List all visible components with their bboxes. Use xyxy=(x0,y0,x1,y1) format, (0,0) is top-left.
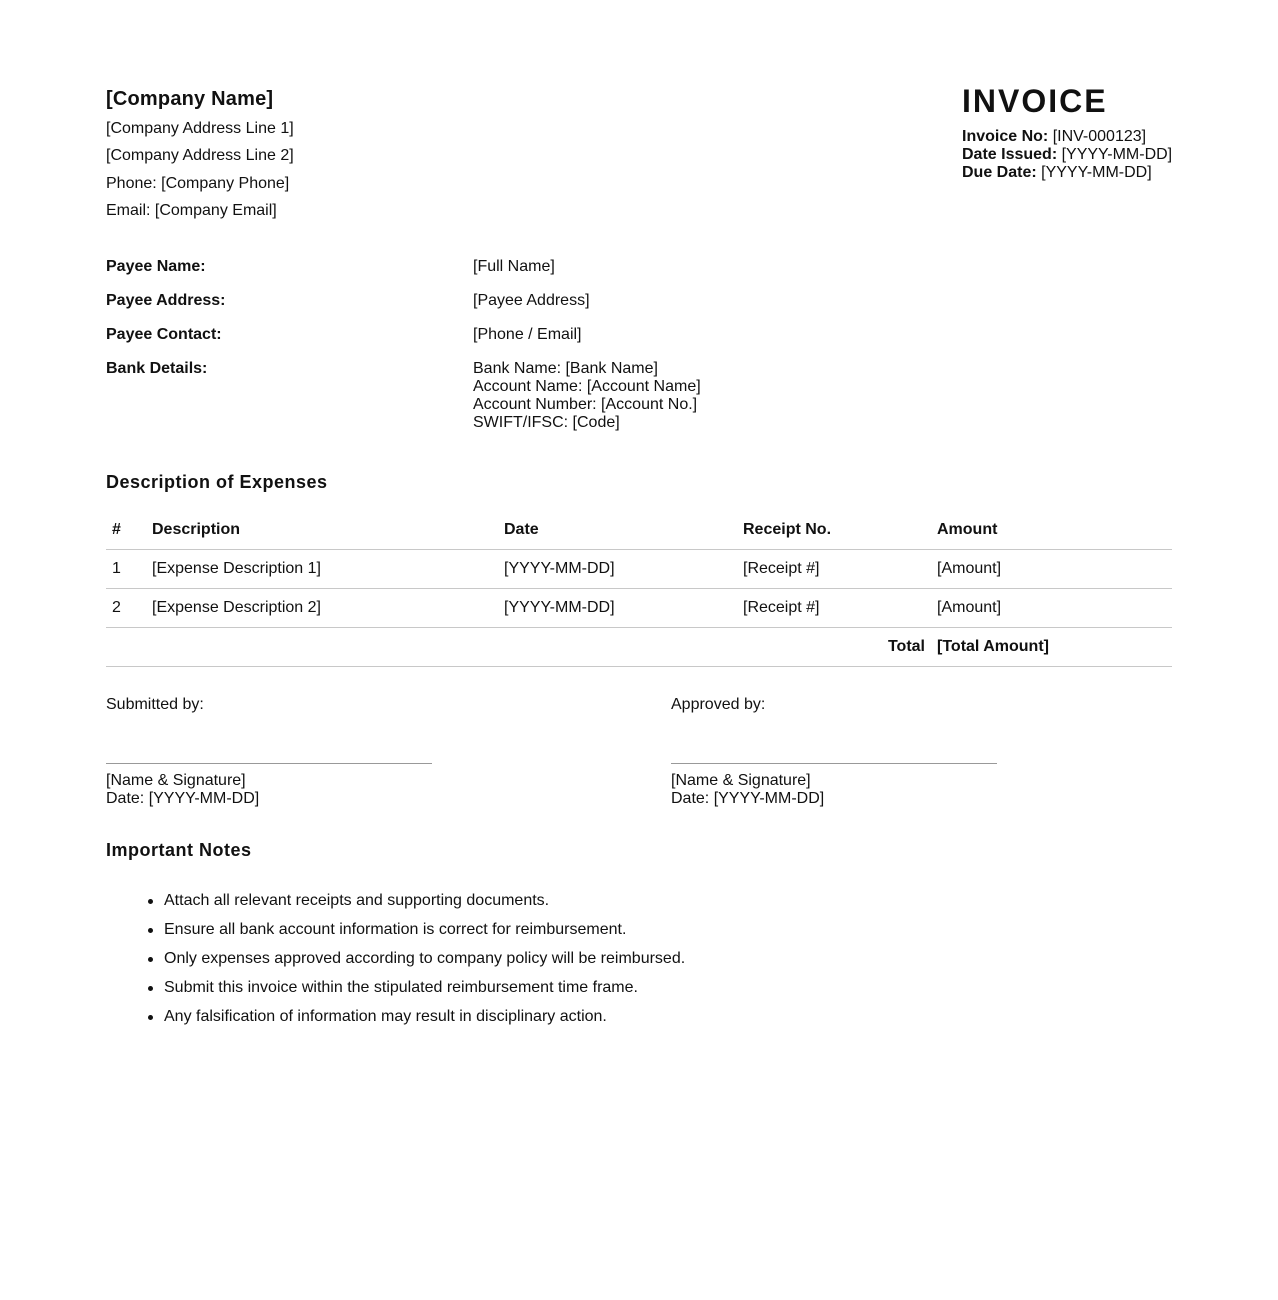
company-phone: Phone: [Company Phone] xyxy=(106,174,290,192)
total-row xyxy=(106,628,1172,667)
list-item: Submit this invoice within the stipulated reimbursement time frame. xyxy=(146,979,1172,1008)
column-header: Amount xyxy=(937,520,998,538)
list-item: Ensure all bank account information is correct for reimbursement. xyxy=(146,921,1172,950)
invoice-number-label: Invoice No: xyxy=(962,127,1049,145)
payee-address-value: [Payee Address] xyxy=(473,292,590,309)
payee-name-value: [Full Name] xyxy=(473,258,555,275)
submitted-details xyxy=(106,772,432,808)
table-cell: [Receipt #] xyxy=(743,598,820,616)
invoice-number xyxy=(962,128,1182,146)
submitted-date: Date: [YYYY-MM-DD] xyxy=(106,790,260,808)
payee-name-row xyxy=(106,258,1172,292)
invoice-date-issued xyxy=(962,146,1182,164)
approved-by-block xyxy=(671,696,997,808)
bank-details-value xyxy=(473,360,701,432)
list-item: Any falsification of information may result in disciplinary action. xyxy=(146,1008,1172,1037)
table-cell: [Expense Description 1] xyxy=(152,559,321,577)
company-name: [Company Name] xyxy=(106,88,274,110)
bank-details-row xyxy=(106,360,1172,440)
due-date-value: [YYYY-MM-DD] xyxy=(1041,163,1152,181)
notes-section xyxy=(106,840,1172,1037)
payee-contact-value: [Phone / Email] xyxy=(473,326,582,343)
list-item: Only expenses approved according to company policy will be reimbursed. xyxy=(146,950,1172,979)
invoice-due-date xyxy=(962,164,1182,182)
invoice-header xyxy=(106,83,1173,228)
column-header: Date xyxy=(504,520,539,538)
invoice-page xyxy=(106,83,1173,1025)
invoice-number-value: [INV-000123] xyxy=(1052,127,1147,145)
date-issued-label: Date Issued: xyxy=(962,145,1058,163)
notes-title: Important Notes xyxy=(106,840,252,860)
total-value: [Total Amount] xyxy=(937,637,1049,655)
table-cell: [Receipt #] xyxy=(743,559,820,577)
payee-contact-row xyxy=(106,326,1172,360)
payee-address-label: Payee Address: xyxy=(106,292,226,309)
bank-name: Bank Name: [Bank Name] xyxy=(473,360,658,377)
date-issued-value: [YYYY-MM-DD] xyxy=(1061,145,1173,163)
company-email: Email: [Company Email] xyxy=(106,202,277,220)
table-header-row xyxy=(106,511,1172,550)
table-row xyxy=(106,589,1172,628)
list-item: Attach all relevant receipts and supporting documents. xyxy=(146,892,1172,921)
table-cell: 2 xyxy=(112,598,121,616)
approved-date: Date: [YYYY-MM-DD] xyxy=(671,790,825,808)
expenses-table xyxy=(106,511,1172,668)
approved-by-label: Approved by: xyxy=(671,696,766,713)
total-label: Total xyxy=(887,637,925,655)
payee-details xyxy=(106,258,1172,440)
account-number: Account Number: [Account No.] xyxy=(473,396,698,413)
column-header: # xyxy=(112,520,121,538)
payee-address-row xyxy=(106,292,1172,326)
table-cell: [Amount] xyxy=(937,559,1002,577)
submitted-signature-line xyxy=(106,763,432,764)
invoice-info xyxy=(962,83,1182,182)
table-cell: [YYYY-MM-DD] xyxy=(504,559,615,577)
signatures-section xyxy=(106,696,1172,816)
submitted-name: [Name & Signature] xyxy=(106,772,246,790)
due-date-label: Due Date: xyxy=(962,163,1037,181)
table-cell: [Amount] xyxy=(937,598,1002,616)
column-header: Receipt No. xyxy=(743,520,832,538)
approved-signature-line xyxy=(671,763,997,764)
company-address-line2: [Company Address Line 2] xyxy=(106,147,294,165)
approved-name: [Name & Signature] xyxy=(671,772,811,790)
company-info xyxy=(106,88,294,221)
expenses-title: Description of Expenses xyxy=(106,472,328,492)
company-address-line1: [Company Address Line 1] xyxy=(106,120,294,137)
column-header: Description xyxy=(152,520,241,538)
submitted-by-block xyxy=(106,696,432,808)
payee-contact-label: Payee Contact: xyxy=(106,326,222,343)
table-cell: [YYYY-MM-DD] xyxy=(504,598,615,616)
bank-details-label: Bank Details: xyxy=(106,360,208,377)
table-cell: 1 xyxy=(112,559,121,577)
invoice-title: INVOICE xyxy=(962,83,1108,119)
approved-details xyxy=(671,772,997,808)
table-cell: [Expense Description 2] xyxy=(152,598,321,616)
account-name: Account Name: [Account Name] xyxy=(473,378,701,395)
table-row xyxy=(106,550,1172,589)
swift-code: SWIFT/IFSC: [Code] xyxy=(473,414,620,431)
payee-name-label: Payee Name: xyxy=(106,258,206,275)
submitted-by-label: Submitted by: xyxy=(106,696,204,713)
notes-list xyxy=(106,892,1172,1037)
expenses-section xyxy=(106,472,1172,667)
